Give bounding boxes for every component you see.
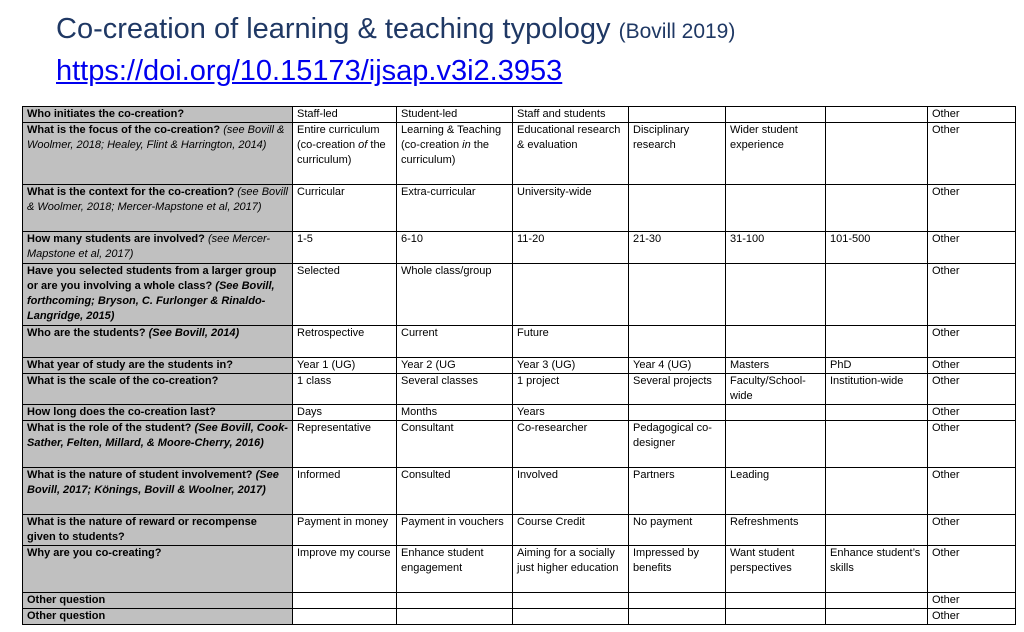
option-cell: Retrospective [293, 326, 397, 358]
title-text: Co-creation of learning & teaching typology [56, 13, 611, 45]
option-cell [513, 593, 629, 609]
option-cell: 21-30 [629, 232, 726, 264]
question-cell [23, 468, 293, 515]
option-cell: Enhance student’s skills [826, 546, 928, 593]
question-text: What is the nature of student involvement? [27, 469, 253, 481]
question-text: Other question [27, 610, 106, 622]
other-option-cell: Other [928, 232, 1016, 264]
question-text: What is the role of the student? [27, 422, 192, 434]
table-row [23, 593, 1016, 609]
question-text: How many students are involved? [27, 233, 205, 245]
option-cell: PhD [826, 358, 928, 374]
question-text: Who are the students? [27, 327, 146, 339]
question-cell [23, 593, 293, 609]
option-cell [826, 468, 928, 515]
option-cell: Educational research & evaluation [513, 123, 629, 185]
other-option-cell: Other [928, 468, 1016, 515]
option-cell [826, 107, 928, 123]
option-cell [293, 593, 397, 609]
option-cell: Days [293, 405, 397, 421]
option-cell [513, 264, 629, 326]
option-cell: 1-5 [293, 232, 397, 264]
option-cell [826, 264, 928, 326]
option-cell [826, 515, 928, 546]
question-text: What is the focus of the co-creation? [27, 124, 221, 136]
table-row [23, 326, 1016, 358]
doi-link[interactable]: https://doi.org/10.15173/ijsap.v3i2.3953 [56, 55, 563, 87]
other-option-cell: Other [928, 185, 1016, 232]
option-cell: Years [513, 405, 629, 421]
table-row [23, 515, 1016, 546]
option-cell [293, 609, 397, 625]
other-option-cell: Other [928, 593, 1016, 609]
option-cell [826, 123, 928, 185]
option-cell: 1 project [513, 374, 629, 405]
table-row [23, 374, 1016, 405]
option-cell: Informed [293, 468, 397, 515]
option-cell: Months [397, 405, 513, 421]
question-reference: (See Bovill, forthcoming; Bryson, C. Furlonger & Rinaldo-Langridge, 2015) [27, 280, 275, 322]
option-cell: Entire curriculum (co-creation of the curriculum) [293, 123, 397, 185]
question-cell [23, 107, 293, 123]
option-cell [629, 185, 726, 232]
option-cell [629, 264, 726, 326]
table-row [23, 421, 1016, 468]
table-row [23, 358, 1016, 374]
question-cell [23, 421, 293, 468]
option-cell: 31-100 [726, 232, 826, 264]
option-cell: Impressed by benefits [629, 546, 726, 593]
table-row [23, 232, 1016, 264]
question-cell [23, 609, 293, 625]
option-cell: 101-500 [826, 232, 928, 264]
option-cell [629, 609, 726, 625]
other-option-cell: Other [928, 358, 1016, 374]
option-cell: Refreshments [726, 515, 826, 546]
question-text: How long does the co-creation last? [27, 406, 216, 418]
option-cell: Payment in vouchers [397, 515, 513, 546]
other-option-cell: Other [928, 123, 1016, 185]
option-cell: Student-led [397, 107, 513, 123]
option-cell [826, 185, 928, 232]
option-cell: Year 4 (UG) [629, 358, 726, 374]
option-cell: Year 2 (UG [397, 358, 513, 374]
option-cell [726, 405, 826, 421]
question-text: Have you selected students from a larger group or are you involving a whole class? [27, 265, 277, 292]
option-cell [726, 185, 826, 232]
option-cell: Current [397, 326, 513, 358]
question-cell [23, 232, 293, 264]
question-reference: (see Mercer-Mapstone et al, 2017) [27, 233, 271, 260]
option-cell: Want student perspectives [726, 546, 826, 593]
option-cell [629, 405, 726, 421]
option-cell [826, 405, 928, 421]
question-reference: (See Bovill, 2014) [148, 327, 240, 339]
option-cell: 1 class [293, 374, 397, 405]
option-cell: Improve my course [293, 546, 397, 593]
option-cell: Year 3 (UG) [513, 358, 629, 374]
option-cell: Consultant [397, 421, 513, 468]
option-cell: Several projects [629, 374, 726, 405]
question-reference: (see Bovill & Woolmer, 2018; Healey, Flint & Harrington, 2014) [27, 124, 285, 151]
option-cell: Learning & Teaching (co-creation in the curriculum) [397, 123, 513, 185]
option-cell: Masters [726, 358, 826, 374]
question-text: What year of study are the students in? [27, 359, 233, 371]
option-cell: Staff-led [293, 107, 397, 123]
option-cell [629, 326, 726, 358]
option-cell: Whole class/group [397, 264, 513, 326]
option-cell: Enhance student engagement [397, 546, 513, 593]
other-option-cell: Other [928, 374, 1016, 405]
option-cell: Leading [726, 468, 826, 515]
question-text: What is the context for the co-creation? [27, 186, 235, 198]
other-option-cell: Other [928, 405, 1016, 421]
question-text: Who initiates the co-creation? [27, 108, 185, 120]
other-option-cell: Other [928, 515, 1016, 546]
question-text: Why are you co-creating? [27, 547, 162, 559]
question-cell [23, 123, 293, 185]
table-row [23, 123, 1016, 185]
option-cell: Consulted [397, 468, 513, 515]
question-cell [23, 374, 293, 405]
table-row [23, 468, 1016, 515]
table-row [23, 264, 1016, 326]
other-option-cell: Other [928, 546, 1016, 593]
table-row [23, 546, 1016, 593]
question-text: Other question [27, 594, 106, 606]
question-reference: (See Bovill, 2017; Könings, Bovill & Woolner, 2017) [27, 469, 279, 496]
option-cell: University-wide [513, 185, 629, 232]
option-cell [397, 593, 513, 609]
question-text: What is the nature of reward or recompense given to students? [27, 516, 257, 543]
option-cell: Partners [629, 468, 726, 515]
option-cell [397, 609, 513, 625]
other-option-cell: Other [928, 107, 1016, 123]
option-cell: No payment [629, 515, 726, 546]
other-option-cell: Other [928, 326, 1016, 358]
option-cell: Future [513, 326, 629, 358]
question-text: What is the scale of the co-creation? [27, 375, 219, 387]
option-cell: Representative [293, 421, 397, 468]
question-cell [23, 515, 293, 546]
table-row [23, 107, 1016, 123]
option-cell: Faculty/School-wide [726, 374, 826, 405]
option-cell: Pedagogical co-designer [629, 421, 726, 468]
option-cell [726, 609, 826, 625]
question-cell [23, 546, 293, 593]
option-cell [726, 326, 826, 358]
table-row [23, 609, 1016, 625]
option-cell [726, 421, 826, 468]
option-cell [826, 326, 928, 358]
option-cell: Disciplinary research [629, 123, 726, 185]
slide-title [56, 12, 735, 49]
option-cell: 11-20 [513, 232, 629, 264]
option-cell: Course Credit [513, 515, 629, 546]
typology-table-body [23, 107, 1016, 625]
option-cell [726, 593, 826, 609]
table-row [23, 185, 1016, 232]
option-cell [826, 609, 928, 625]
option-cell: Payment in money [293, 515, 397, 546]
other-option-cell: Other [928, 421, 1016, 468]
question-reference: (See Bovill, Cook-Sather, Felten, Millard, & Moore-Cherry, 2016) [27, 422, 288, 449]
option-cell [629, 593, 726, 609]
option-cell [826, 593, 928, 609]
option-cell [826, 421, 928, 468]
option-cell: 6-10 [397, 232, 513, 264]
option-cell [726, 107, 826, 123]
option-cell: Staff and students [513, 107, 629, 123]
option-cell: Involved [513, 468, 629, 515]
other-option-cell: Other [928, 609, 1016, 625]
option-cell: Several classes [397, 374, 513, 405]
option-cell: Wider student experience [726, 123, 826, 185]
option-cell: Institution-wide [826, 374, 928, 405]
option-cell: Extra-curricular [397, 185, 513, 232]
option-cell [513, 609, 629, 625]
question-reference: (see Bovill & Woolmer, 2018; Mercer-Mapstone et al, 2017) [27, 186, 288, 213]
question-cell [23, 405, 293, 421]
question-cell [23, 358, 293, 374]
option-cell: Curricular [293, 185, 397, 232]
question-cell [23, 185, 293, 232]
option-cell: Year 1 (UG) [293, 358, 397, 374]
option-cell: Selected [293, 264, 397, 326]
title-citation: (Bovill 2019) [618, 20, 736, 43]
table-row [23, 405, 1016, 421]
option-cell [629, 107, 726, 123]
other-option-cell: Other [928, 264, 1016, 326]
option-cell: Aiming for a socially just higher education [513, 546, 629, 593]
option-cell [726, 264, 826, 326]
option-cell: Co-researcher [513, 421, 629, 468]
question-cell [23, 326, 293, 358]
question-cell [23, 264, 293, 326]
typology-table [22, 106, 1016, 625]
